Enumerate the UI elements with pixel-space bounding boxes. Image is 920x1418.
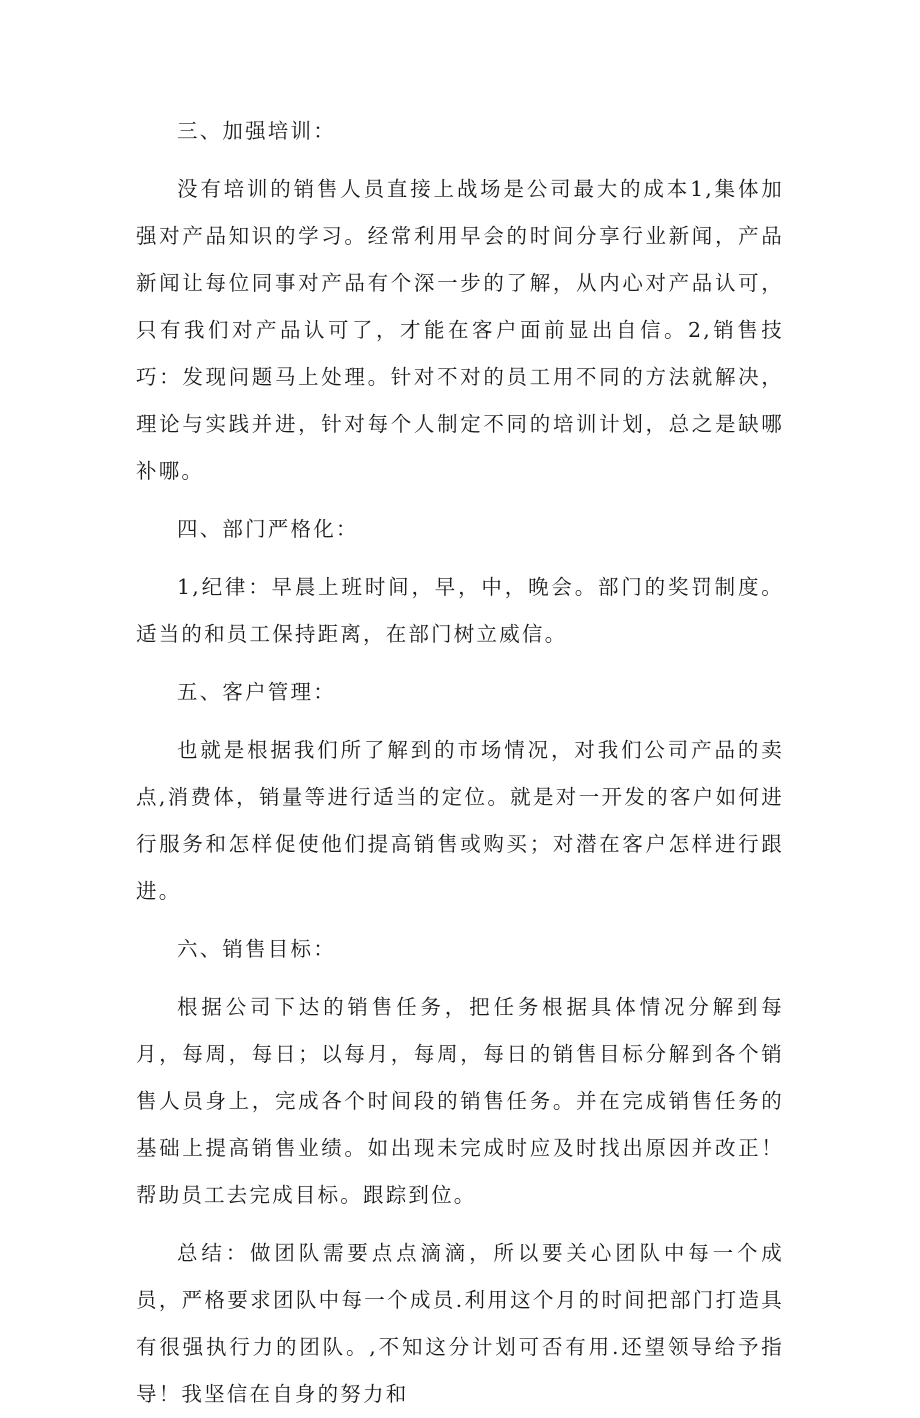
paragraph-sales-target: 根据公司下达的销售任务，把任务根据具体情况分解到每月，每周，每日；以每月，每周，每日的销售目标分解到各个销售人员身上，完成各个时间段的销售任务。并在完成销售任务的基础上提高销售业绩。如出现未完成时应及时找出原因并改正！帮助员工去完成目标。跟踪到位。: [136, 995, 784, 1207]
paragraph-summary: 总结：做团队需要点点滴滴，所以要关心团队中每一个成员，严格要求团队中每一个成员.利用这个月的时间把部门打造具有很强执行力的团队。,不知这分计划可否有用.还望领导给予指导！我坚信在自身的努力和: [136, 1241, 784, 1406]
section-heading-department: 四、部门严格化：: [177, 517, 359, 541]
paragraph-department: 1,纪律：早晨上班时间，早，中，晚会。部门的奖罚制度。适当的和员工保持距离，在部门树立威信。: [136, 575, 784, 646]
paragraph-training: 没有培训的销售人员直接上战场是公司最大的成本1,集体加强对产品知识的学习。经常利用早会的时间分享行业新闻，产品新闻让每位同事对产品有个深一步的了解，从内心对产品认可，只有我们对产品认可了，才能在客户面前显出自信。2,销售技巧：发现问题马上处理。针对不对的员工用不同的方法就解决，理论与实践并进，针对每个人制定不同的培训计划，总之是缺哪补哪。: [136, 177, 784, 483]
document-body: [136, 108, 784, 1418]
paragraph-customer: 也就是根据我们所了解到的市场情况，对我们公司产品的卖点,消费体，销量等进行适当的定位。就是对一开发的客户如何进行服务和怎样促使他们提高销售或购买；对潜在客户怎样进行跟进。: [136, 738, 784, 903]
section-heading-training: 三、加强培训：: [177, 119, 336, 143]
section-heading-sales-target: 六、销售目标：: [177, 937, 336, 961]
section-heading-customer: 五、客户管理：: [177, 680, 336, 704]
